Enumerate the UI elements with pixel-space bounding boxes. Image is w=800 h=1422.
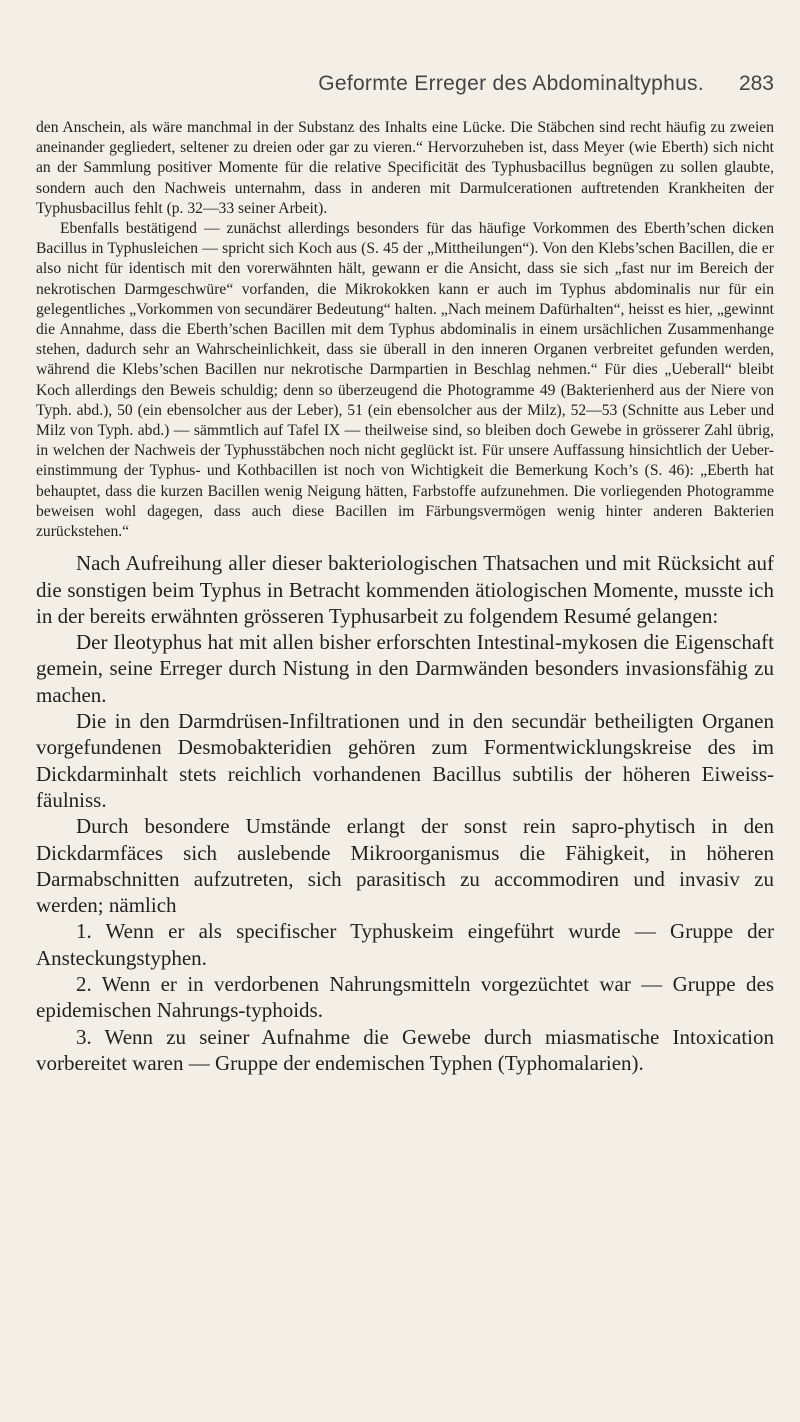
paragraph-koch: Ebenfalls bestätigend — zunächst allerdings besonders für das häufige Vorkommen des Eberth’schen dicken Bacillus in Typhusleichen — spricht sich Koch aus (S. 45 der „Mittheilungen“). Von den Klebs’schen Bacillen, die er also nicht für identisch mit den vorerwähnten hält, gewann er die Ansicht, dass sie sich „fast nur im Bereich der nekrotischen Darmgeschwüre“ vorfanden, die Mikrokokken kann er auch im Typhus abdominalis nur für ein gelegentliches „Vorkommen von secundärer Bedeutung“ halten. „Nach meinem Dafürhalten“, heisst es hier, „gewinnt die Annahme, dass die Eberth’schen Bacillen mit dem Typhus abdominalis in einem ursächlichen Zusammenhange stehen, dadurch sehr an Wahrscheinlichkeit, dass sie überall in den inneren Organen verbreitet gefunden werden, während die Klebs’schen Bacillen nur nekrotische Darmpartien in Beschlag nehmen.“ Für dies „Ueberall“ bleibt Koch allerdings den Beweis schuldig; denn so überzeugend die Photogramme 49 (Bakterienherd aus der Niere von Typh. abd.), 50 (ein ebensolcher aus der Leber), 51 (ein ebensolcher aus der Milz), 52—53 (Schnitte aus Leber und Milz von Typh. abd.) — sämmtlich auf Tafel IX — theilweise sind, so bleiben doch Gewebe in grösserer Zahl übrig, in welchen der Nachweis der Typhusstäbchen noch nicht geglückt ist. Für unsere Auffassung hinsichtlich der Ueber-einstimmung der Typhus- und Kothbacillen ist noch von Wichtigkeit die Bemerkung Koch’s (S. 46): „Eberth hat behauptet, dass die kurzen Bacillen wenig Neigung hätten, Farbstoffe aufzunehmen. Die vorliegenden Photogramme beweisen wohl dagegen, dass auch diese Bacillen im Färbungsvermögen wenig hinter anderen Bakterien zurückstehen.“ xyxy=(36,220,774,541)
list-item-1: 1. Wenn er als specifischer Typhuskeim eingeführt wurde — Gruppe der Ansteckungstyphen. xyxy=(36,919,774,970)
paragraph-umstaende: Durch besondere Umstände erlangt der sonst rein sapro-phytisch in den Dickdarmfäces sich auslebende Mikroorganismus die Fähigkeit, in höheren Darmabschnitten aufzutreten, sich parasitisch zu accommodiren und invasiv zu werden; nämlich xyxy=(36,814,774,918)
small-print-section xyxy=(36,118,774,542)
book-page xyxy=(36,0,774,1076)
resume-section xyxy=(36,550,774,1076)
list-item-2: 2. Wenn er in verdorbenen Nahrungsmitteln vorgezüchtet war — Gruppe des epidemischen Nahrungs-typhoids. xyxy=(36,972,774,1023)
page-number: 283 xyxy=(738,72,774,95)
list-item-3: 3. Wenn zu seiner Aufnahme die Gewebe durch miasmatische Intoxication vorbereitet waren — Gruppe der endemischen Typhen (Typhomalarien). xyxy=(36,1024,774,1075)
running-title: Geformte Erreger des Abdominaltyphus. xyxy=(318,72,704,95)
paragraph-resume-intro: Nach Aufreihung aller dieser bakteriologischen Thatsachen und mit Rücksicht auf die sonstigen beim Typhus in Betracht kommenden ätiologischen Momente, musste ich in der bereits erwähnten grösseren Typhusarbeit zu folgendem Resumé gelangen: xyxy=(36,551,774,628)
running-header xyxy=(36,72,774,118)
paragraph-continuation: den Anschein, als wäre manchmal in der Substanz des Inhalts eine Lücke. Die Stäbchen sind recht häufig zu zweien aneinander gegliedert, seltener zu dreien oder gar zu vieren.“ Hervorzuheben ist, dass Meyer (wie Eberth) sich nicht an der Sammlung positiver Momente für die relative Specificität des Typhusbacillus begnügen zu sollen glaubte, sondern auch den Nachweis unternahm, dass in anderen mit Darmulcerationen auftretenden Krankheiten der Typhusbacillus fehlt (p. 32—33 seiner Arbeit). xyxy=(36,119,774,217)
paragraph-ileotyphus: Der Ileotyphus hat mit allen bisher erforschten Intestinal-mykosen die Eigenschaft gemein, seine Erreger durch Nistung in den Darmwänden besonders invasionsfähig zu machen. xyxy=(36,630,774,707)
paragraph-desmobakteridien: Die in den Darmdrüsen-Infiltrationen und in den secundär betheiligten Organen vorgefundenen Desmobakteridien gehören zum Formentwicklungskreise des im Dickdarminhalt stets reichlich vorhandenen Bacillus subtilis der höheren Eiweiss-fäulniss. xyxy=(36,709,774,812)
